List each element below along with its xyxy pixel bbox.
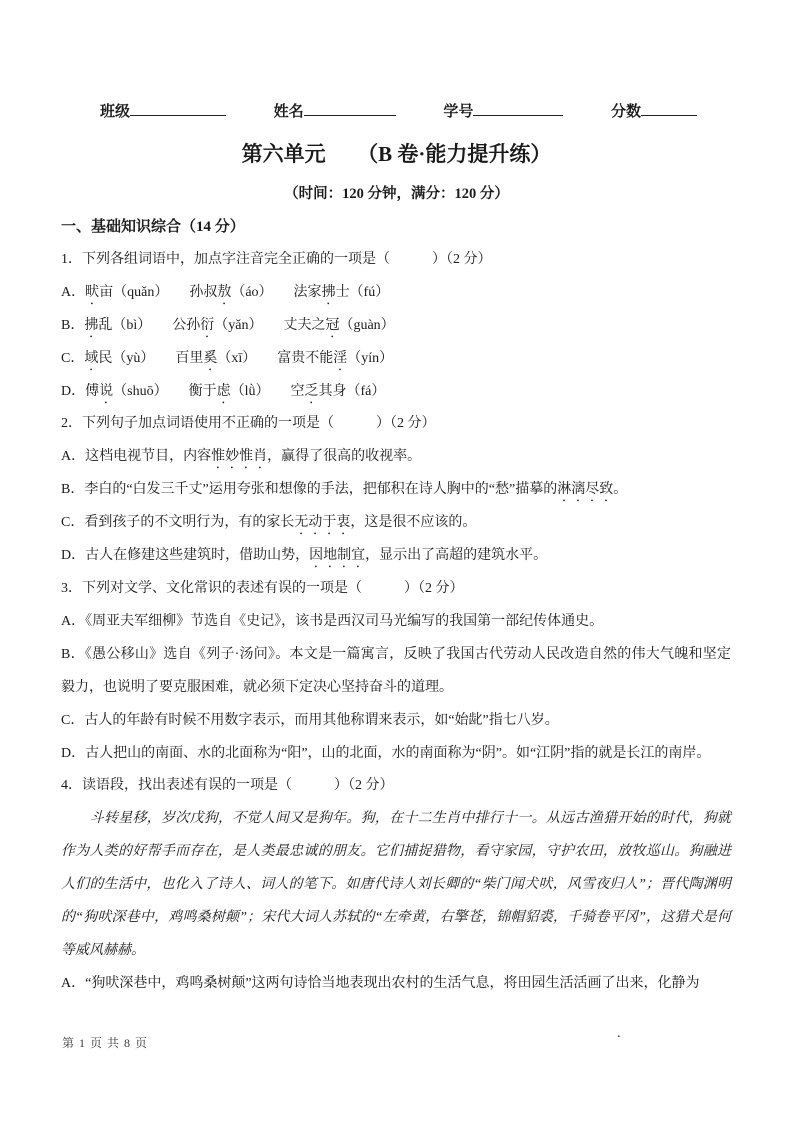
q2-option-b xyxy=(61,474,731,507)
q3-option-a: A．《周亚夫军细柳》节选自《史记》，该书是西汉司马光编写的我国第一部纪传体通史。 xyxy=(61,613,604,629)
option-text: ，显示出了高超的建筑水平。 xyxy=(365,548,548,564)
q4-stem: 4．读语段，找出表述有误的一项是（ ）（2 分） xyxy=(61,778,394,794)
exam-body xyxy=(61,211,731,1001)
field-student-id-blank xyxy=(473,101,563,116)
field-name-label: 姓名 xyxy=(273,104,304,120)
q1-option-b xyxy=(61,310,731,343)
q3-option-b: B．《愚公移山》选自《列子·汤问》。本文是一篇寓言，反映了我国古代劳动人民改造自然的伟大气魄和坚定毅力，也说明了要克服困难，就必须下定决心坚持奋斗的道理。 xyxy=(61,646,731,695)
field-student-id xyxy=(443,101,563,123)
q2-stem: 2．下列句子加点词语使用不正确的一项是（ ）（2 分） xyxy=(61,416,436,432)
option-text: （shuō） 衡于 xyxy=(113,383,217,399)
option-text: （lǜ） 空 xyxy=(230,383,305,399)
option-text: 。 xyxy=(613,482,628,498)
q3-option-c: C．古人的年龄有时候不用数字表示，而用其他称谓来表示，如“始龀”指七八岁。 xyxy=(61,712,559,728)
option-text: ，赢得了很高的收视率。 xyxy=(267,449,422,465)
field-class-label: 班级 xyxy=(100,104,131,120)
option-text: A．这档电视节目，内容 xyxy=(61,449,212,465)
option-text: （guàn） xyxy=(339,317,395,333)
q4-option-a: A．“狗吠深巷中，鸡鸣桑树颠”这两句诗恰当地表现出农村的生活气息，将田园生活活画了出来，化静为 xyxy=(61,975,700,991)
emphasized-char: 淫 xyxy=(333,350,348,366)
option-text: ，这是很不应该的。 xyxy=(350,515,477,531)
option-text: C．看到孩子的不文明行为，有的家长 xyxy=(61,515,295,531)
emphasized-char: 冠 xyxy=(325,317,340,333)
emphasized-phrase: 淋漓尽致 xyxy=(557,482,614,498)
field-class-blank xyxy=(130,101,226,116)
option-text: 其身（fá） xyxy=(318,383,386,399)
q1-option-a xyxy=(61,277,731,310)
q2-option-a xyxy=(61,441,731,474)
emphasized-phrase: 因地制宜 xyxy=(309,548,366,564)
emphasized-phrase: 惟妙惟肖 xyxy=(211,449,268,465)
option-text: 士（fú） xyxy=(335,284,390,300)
field-name xyxy=(274,101,396,123)
option-text: B． xyxy=(61,317,85,333)
emphasized-char: 域 xyxy=(84,350,99,366)
emphasized-char: 说 xyxy=(99,383,114,399)
field-score-label: 分数 xyxy=(610,104,641,120)
field-score xyxy=(611,101,697,123)
emphasized-char: 拂 xyxy=(321,284,336,300)
option-text: （yín） xyxy=(347,350,394,366)
emphasized-char: 乏 xyxy=(304,383,319,399)
page-footer xyxy=(62,1034,148,1052)
emphasized-char: 拂 xyxy=(84,317,99,333)
student-info-row xyxy=(100,101,697,123)
emphasized-char: 衍 xyxy=(200,317,215,333)
section-heading: 一、基础知识综合（14 分） xyxy=(61,219,245,235)
field-student-id-label: 学号 xyxy=(443,104,474,120)
option-text: 乱（bì） 公孙 xyxy=(98,317,201,333)
q1-option-c xyxy=(61,343,731,376)
q4-reading-passage: 斗转星移，岁次戊狗，不觉人间又是狗年。狗，在十二生肖中排行十一。从远古渔猎开始的时代，狗就作为人类的好帮手而存在，是人类最忠诚的朋友。它们捕捉猎物，看守家园，守护农田，放牧巡山。狗融进人们的生活中，也化入了诗人、词人的笔下。如唐代诗人刘长卿的“柴门闻犬吠，风雪夜归人”；晋代陶渊明的“狗吠深巷中，鸡鸣桑树颠”；宋代大词人苏轼的“左牵黄，右擎苍，锦帽貂裘，千骑卷平冈”，这猎犬是何等威风赫赫。 xyxy=(61,811,731,958)
option-text: C． xyxy=(61,350,85,366)
q3-option-d: D．古人把山的南面、水的北面称为“阳”，山的北面，水的南面称为“阴”。如“江阴”指的就是长江的南岸。 xyxy=(61,745,711,761)
page-number: 第 1 页 共 8 页 xyxy=(62,1036,149,1050)
option-text: （yǎn） 丈夫之 xyxy=(214,317,326,333)
option-text: A． xyxy=(61,284,86,300)
emphasized-phrase: 无动于衷 xyxy=(294,515,351,531)
q1-stem: 1．下列各组词语中，加点字注音完全正确的一项是（ ）（2 分） xyxy=(61,251,492,267)
emphasized-char: 奚 xyxy=(203,350,218,366)
q3-stem: 3．下列对文学、文化常识的表述有误的一项是（ ）（2 分） xyxy=(61,580,464,596)
option-text: 民（yù） 百里 xyxy=(98,350,204,366)
option-text: （áo） 法家 xyxy=(231,284,322,300)
q2-option-c xyxy=(61,507,731,540)
q1-option-d xyxy=(61,376,731,409)
field-score-blank xyxy=(641,101,697,116)
option-text: （xī） 富贵不能 xyxy=(217,350,334,366)
field-name-blank xyxy=(304,101,396,116)
emphasized-char: 畎 xyxy=(85,284,100,300)
option-text: D．傅 xyxy=(61,383,100,399)
field-class xyxy=(100,101,226,123)
exam-time-score-info: （时间：120 分钟，满分：120 分） xyxy=(284,186,509,202)
stray-period-mark: . xyxy=(617,1026,621,1041)
q2-option-d xyxy=(61,540,731,573)
emphasized-char: 虑 xyxy=(216,383,231,399)
page-title: 第六单元 （B 卷·能力提升练） xyxy=(241,142,552,166)
option-text: 亩（quǎn） 孙叔 xyxy=(99,284,218,300)
emphasized-char: 敖 xyxy=(217,284,232,300)
option-text: D．古人在修建这些建筑时，借助山势， xyxy=(61,548,310,564)
option-text: B．李白的“白发三千丈”运用夸张和想像的手法，把郁积在诗人胸中的“愁”描摹的 xyxy=(61,482,558,498)
